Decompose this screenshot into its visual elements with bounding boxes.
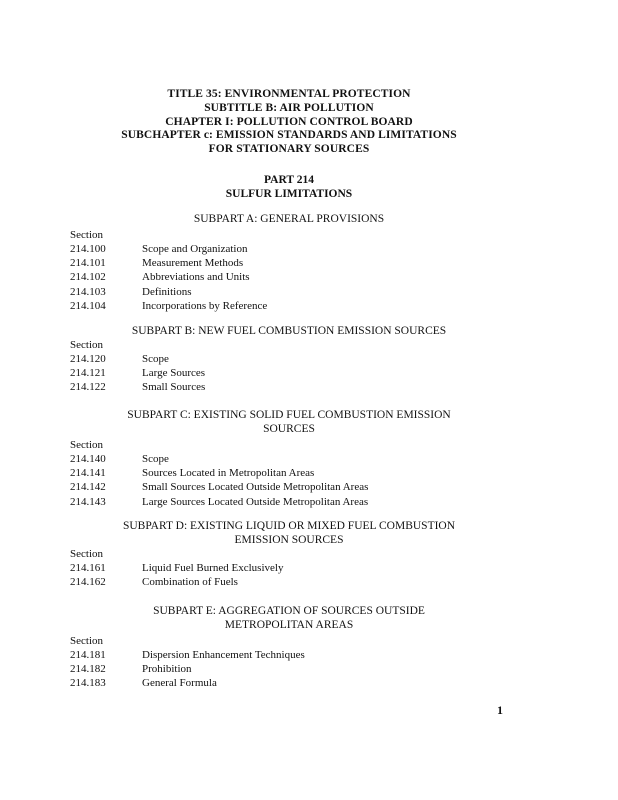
- section-description: Scope and Organization: [142, 243, 248, 255]
- section-description: Incorporations by Reference: [142, 299, 268, 312]
- section-label: Section: [70, 635, 103, 647]
- section-row: [0, 662, 578, 676]
- subpart-a: [0, 212, 578, 313]
- section-label: Section: [70, 339, 103, 351]
- part-title: SULFUR LIMITATIONS: [225, 188, 353, 200]
- section-number: 214.162: [70, 576, 106, 589]
- part-number: PART 214: [264, 174, 314, 186]
- title-header: [0, 88, 578, 157]
- section-row: [0, 495, 578, 509]
- section-number: 214.102: [70, 271, 106, 284]
- section-number: 214.182: [70, 663, 106, 676]
- section-number: 214.181: [70, 649, 106, 661]
- section-description: Measurement Methods: [142, 257, 244, 270]
- subpart-title: SUBPART E: AGGREGATION OF SOURCES OUTSIDE: [153, 605, 425, 617]
- section-number: 214.141: [70, 467, 106, 480]
- section-description: Large Sources Located Outside Metropolitan Areas: [142, 495, 369, 508]
- section-label: Section: [70, 439, 103, 451]
- header-line: TITLE 35: ENVIRONMENTAL PROTECTION: [167, 88, 411, 100]
- section-label: Section: [70, 229, 103, 241]
- section-description: Dispersion Enhancement Techniques: [142, 649, 305, 661]
- subpart-title: SUBPART A: GENERAL PROVISIONS: [193, 213, 385, 225]
- section-row: [0, 380, 578, 394]
- section-number: 214.140: [70, 453, 106, 465]
- section-row: [0, 676, 578, 690]
- section-row: [0, 352, 578, 366]
- section-number: 214.142: [70, 481, 106, 494]
- header-line: SUBCHAPTER c: EMISSION STANDARDS AND LIMITATIONS: [121, 129, 457, 142]
- section-description: Combination of Fuels: [142, 576, 238, 589]
- section-description: General Formula: [142, 677, 217, 690]
- section-description: Scope: [142, 353, 169, 365]
- header-line: CHAPTER I: POLLUTION CONTROL BOARD: [165, 115, 413, 128]
- section-row: [0, 466, 578, 480]
- page-number: 1: [497, 703, 503, 717]
- section-description: Small Sources: [142, 381, 206, 394]
- subpart-b: [0, 324, 578, 395]
- subpart-d: [0, 519, 578, 589]
- section-row: [0, 242, 578, 256]
- section-description: Abbreviations and Units: [142, 271, 250, 284]
- section-number: 214.103: [70, 285, 106, 298]
- section-row: [0, 285, 578, 299]
- header-line: FOR STATIONARY SOURCES: [208, 143, 370, 156]
- section-row: [0, 366, 578, 380]
- subpart-c: [0, 408, 578, 509]
- section-row: [0, 452, 578, 466]
- section-label: Section: [70, 548, 103, 560]
- section-row: [0, 270, 578, 284]
- section-number: 214.104: [70, 299, 106, 312]
- section-number: 214.120: [70, 353, 106, 365]
- section-description: Definitions: [142, 285, 192, 298]
- section-row: [0, 256, 578, 270]
- section-number: 214.122: [70, 381, 106, 394]
- section-description: Small Sources Located Outside Metropolitan Areas: [142, 481, 369, 494]
- subpart-title-continued: SOURCES: [263, 423, 315, 435]
- section-description: Large Sources: [142, 367, 206, 380]
- section-row: [0, 561, 578, 575]
- subpart-title-continued: METROPOLITAN AREAS: [224, 619, 354, 631]
- section-number: 214.101: [70, 257, 106, 270]
- header-line: SUBTITLE B: AIR POLLUTION: [204, 101, 374, 114]
- part-heading: [0, 173, 578, 201]
- section-row: [0, 480, 578, 494]
- section-number: 214.161: [70, 562, 106, 574]
- section-number: 214.143: [70, 495, 106, 508]
- subpart-e: [0, 604, 578, 691]
- section-row: [0, 299, 578, 313]
- section-description: Liquid Fuel Burned Exclusively: [142, 562, 284, 574]
- section-description: Prohibition: [142, 663, 192, 676]
- section-description: Scope: [142, 453, 169, 465]
- subpart-title: SUBPART B: NEW FUEL COMBUSTION EMISSION SOURCES: [131, 325, 447, 337]
- section-number: 214.100: [70, 243, 106, 255]
- section-description: Sources Located in Metropolitan Areas: [142, 467, 315, 480]
- subpart-title: SUBPART D: EXISTING LIQUID OR MIXED FUEL COMBUSTION: [122, 520, 456, 532]
- section-number: 214.121: [70, 367, 106, 380]
- subpart-title: SUBPART C: EXISTING SOLID FUEL COMBUSTION EMISSION: [127, 409, 451, 421]
- section-number: 214.183: [70, 677, 106, 690]
- subpart-title-continued: EMISSION SOURCES: [234, 534, 344, 546]
- section-row: [0, 575, 578, 589]
- section-row: [0, 648, 578, 662]
